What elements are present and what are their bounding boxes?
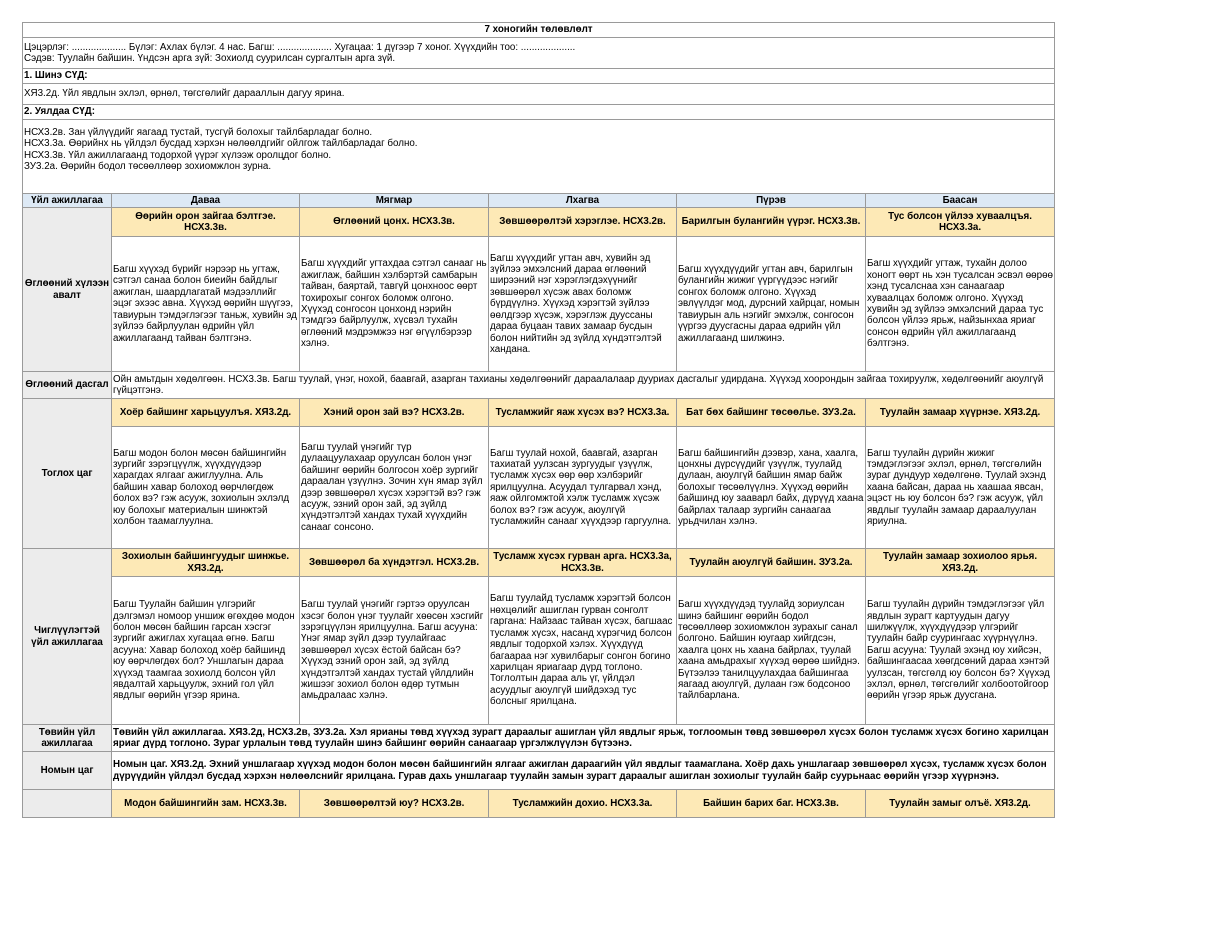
row-label-play-time: Тоглох цаг (23, 399, 112, 549)
activity-title: Өглөөний цонх. НСХ3.3в. (300, 208, 489, 237)
activity-description: Багш туулай нохой, баавгай, азарган тахиатай уулзсан зургуудыг үзүүлж, тусламж хүсэх өөр өөр хэлбэрийг ярилцуулна. Асуудал тулгарвал хэнд, яаж ойлгомжтой хэлж тусламж хүсэж болох вэ? гэж асууж, аюулгүй тусламжийн санааг хүүхдээр гаргуулна. (489, 427, 677, 549)
row-label-guided-activity: Чиглүүлэгтэй үйл ажиллагаа (23, 549, 112, 725)
activity-title: Бат бөх байшинг төсөөлье. ЗУ3.2а. (677, 399, 866, 427)
info-line-1: Цэцэрлэг: .................... Бүлэг: Ахлах бүлэг. 4 нас. Багш: .................... Хугацаа: 1 дүгээр 7 хоног. Хүүхдийн тоо: .................... (24, 41, 576, 53)
book-time-text: Номын цаг. ХЯ3.2д. Эхний уншлагаар хүүхэд модон болон мөсөн байшингийн ялгааг ажиглан дараагийн үйл явдлыг таамаглана. Хоёр дахь уншлагаар зөвшөөрөл хүсэх, тусламж хүсэх болон дүрүүдийн үйлдэл бусдад хэрхэн нөлөөлснийг ярилцана. Гурав дахь уншлагаар туулайн замын зурагт дараалыг ашиглан зохиолыг туулайн байр суурьнаас өөрийн үгээр хүүрнэнэ. (112, 752, 1055, 790)
row-label-empty (23, 790, 112, 818)
activity-description: Багш хүүхдийг угтахдаа сэтгэл санааг нь ажиглаж, байшин хэлбэртэй самбарын тайван, баяртай, тавгүй цонхноос өөрт тохирохыг сонгох боломж олгоно. Хүүхэд сонгосон цонхонд нэрийн тэмдгээ байрлуулж, хүсвэл тухайн өглөөний мэдрэмжээ нэг өгүүлбэрээр хэлнэ. (300, 237, 489, 372)
row-label-center-activity: Төвийн үйл ажиллагаа (23, 725, 112, 752)
activity-title: Туулайн замаар зохиолоо ярья. ХЯ3.2д. (866, 549, 1055, 577)
activity-title: Тус болсон үйлээ хуваалцъя. НСХ3.3а. (866, 208, 1055, 237)
plan-title: 7 хоногийн төлөвлөлт (23, 23, 1055, 38)
section-2-item: НСХ3.3а. Өөрийнх нь үйлдэл бусдад хэрхэн нөлөөлдгийг ойлгож тайлбарладаг болно. (24, 138, 418, 150)
activity-title: Байшин барих баг. НСХ3.3в. (677, 790, 866, 818)
activity-description: Багш хүүхдүүдэд туулайд зориулсан шинэ байшинг өөрийн бодол төсөөллөөр зохиомжлон зурахыг санал болгоно. Байшин юугаар хийгдсэн, хаалга цонх нь хаана байрлах, туулай хаана амьдрахыг хүүхэд өөрөө шийднэ. Бүтээлээ танилцуулахдаа байшингаа яагаад аюулгүй, дулаан гэж бодсоноо тайлбарлана. (677, 577, 866, 725)
section-2-list (23, 120, 1055, 194)
activity-title: Туулайн замыг олъё. ХЯ3.2д. (866, 790, 1055, 818)
row-label-morning-exercise: Өглөөний дасгал (23, 372, 112, 399)
column-header-row (23, 194, 1055, 208)
plan-info (23, 38, 1055, 69)
section-1-heading: 1. Шинэ СҮД: (23, 69, 1055, 84)
activity-title: Хоёр байшинг харьцуулъя. ХЯ3.2д. (112, 399, 300, 427)
weekly-plan-sheet (22, 22, 1054, 818)
activity-title: Тусламж хүсэх гурван арга. НСХ3.3а, НСХ3.3в. (489, 549, 677, 577)
activity-description: Багш туулайн дүрийн тэмдэглэгээг үйл явдлын зурагт картуудын дагуу шилжүүлж, хүүхдүүдээр үлгэрийг туулайн байр суурингаас хүүрнүүлнэ. Багш асууна: Туулай эхэнд юу хийсэн, байшингаасаа хөөгдсөний дараа хэнтэй уулзсан, төгсгөлд юу болсон бэ? Хүүхэд эхлэл, өрнөл, төгсгөлийг холбоотойгоор өөрийн үгээр ярьж дуусгана. (866, 577, 1055, 725)
activity-description: Багш модон болон мөсөн байшингийн зургийг зэрэгцүүлж, хүүхдүүдээр харагдах ялгааг ажиглуулна. Аль байшин хавар болоход өөрчлөгдөж болох вэ? гэж асууж, зохиолын эхлэлд юу болохыг материалын шинжтэй холбон таамаглуулна. (112, 427, 300, 549)
plan-table (22, 22, 1055, 818)
info-line-2: Сэдэв: Туулайн байшин. Үндсэн арга зүй: Зохиолд суурилсан сургалтын арга зүй. (24, 53, 396, 64)
activity-title: Барилгын булангийн үүрэг. НСХ3.3в. (677, 208, 866, 237)
header-monday: Даваа (112, 194, 300, 208)
row-label-morning-reception: Өглөөний хүлээн авалт (23, 208, 112, 372)
header-thursday: Пүрэв (677, 194, 866, 208)
activity-title: Зөвшөөрөл ба хүндэтгэл. НСХ3.2в. (300, 549, 489, 577)
section-2-item: ЗУ3.2а. Өөрийн бодол төсөөллөөр зохиомжлон зурна. (24, 161, 272, 173)
section-1-text: ХЯ3.2д. Үйл явдлын эхлэл, өрнөл, төгсгөлийг дарааллын дагуу ярина. (23, 84, 1055, 105)
activity-description: Багш хүүхдийг угтан авч, хувийн эд зүйлээ эмхэлсний дараа өглөөний ширээний нэг хэрэглэгдэхүүнийг зөвшөөрөл хүсэж авах боломж бүрдүүлнэ. Хүүхэд хэрэгтэй зүйлээ өөлдгээр хүсэж, хэрэглэж дууссаны дараа буцаан тавих замаар бусдын болон нийтийн эд зүйлд хүндэтгэлтэй хандана. (489, 237, 677, 372)
activity-title: Зохиолын байшингуудыг шинжье. ХЯ3.2д. (112, 549, 300, 577)
morning-exercise-text: Ойн амьтдын хөдөлгөөн. НСХ3.3в. Багш туулай, үнэг, нохой, баавгай, азарган тахианы хөдөлгөөнийг дараалалаар дууриах дасгалыг удирдана. Хүүхэд хоорондын зайгаа тохируулж, хөдөлгөөнийг аюулгүй гүйцэтгэнэ. (112, 372, 1055, 399)
activity-description: Багш Туулайн байшин үлгэрийг дэлгэмэл номоор уншиж өгөхдөө модон болон мөсөн байшин гарсан хэсгэг зургийг ажиглах хугацаа өгнө. Багш асууна: Хавар болоход хоёр байшинд юу өөрчлөгдөх бол? Уншлагын дараа хүүхэд таамгаа зохиолд болсон үйл явдалтай харьцуулж, эхний гол үйл явдлыг өөрийн үгээр ярина. (112, 577, 300, 725)
activity-title: Туулайн замаар хүүрнэе. ХЯ3.2д. (866, 399, 1055, 427)
activity-title: Туулайн аюулгүй байшин. ЗУ3.2а. (677, 549, 866, 577)
activity-title: Зөвшөөрөлтэй хэрэглэе. НСХ3.2в. (489, 208, 677, 237)
activity-description: Багш хүүхдүүдийг угтан авч, барилгын булангийн жижиг үүргүүдээс нэгийг сонгох боломж олгоно. Хүүхэд эвлүүлдэг мод, дурсний хайрцаг, номын тавиурын аль нэгийг эмхэлж, сонгосон үүргээ дуусгасны дараа өдрийн үйл ажиллагаанд шилжинэ. (677, 237, 866, 372)
activity-description: Багш хүүхэд бүрийг нэрээр нь угтаж, сэтгэл санаа болон биеийн байдлыг ажиглан, шаардлагатай мэдээллийг эцэг эхээс авна. Хүүхэд өөрийн шүүгээ, тавиурын тэмдэглэгээг таньж, хувийн эд зүйлээ байрлуулан өдрийн үйл ажиллагаанд тайван бэлтгэнэ. (112, 237, 300, 372)
section-2-item: НСХ3.2в. Зан үйлүүдийг яагаад тустай, тусгүй болохыг тайлбарладаг болно. (24, 127, 373, 138)
activity-description: Багш хүүхдийг угтаж, тухайн долоо хоногт өөрт нь хэн тусалсан эсвэл өөрөө хэнд тусалснаа хэн санаагаар хуваалцах боломж олгоно. Хүүхэд хувийн эд зүйлээ эмхэлсний дараа тус болсон үйлээ ярьж, найзынхаа яриаг сонсон өдрийн үйл ажиллагаанд бэлтгэнэ. (866, 237, 1055, 372)
header-friday: Баасан (866, 194, 1055, 208)
activity-description: Багш байшингийн дээвэр, хана, хаалга, цонхны дүрсүүдийг үзүүлж, туулайд дулаан, аюулгүй байшин ямар байж болохыг төсөөлүүлнэ. Хүүхэд өөрийн байшинд юу зааварл байх, дүрүүд хаана байрлах талаар зургийн санаагаа урьдчилан хэлнэ. (677, 427, 866, 549)
row-label-book-time: Номын цаг (23, 752, 112, 790)
activity-description: Багш туулай үнэгийг гэртээ оруулсан хэсэг болон үнэг туулайг хөөсөн хэсгийг зэрэгцүүлэн ярилцуулна. Багш асууна: Үнэг ямар зүйл дээр туулайгаас зөвшөөрөл хүсэх ёстой байсан бэ? Хүүхэд эзний орон зай, эд зүйлд хүндэтгэлтэй хандах тустай үйлдлийн жишээг зохиол болон өдөр тутмын амьдралаас хэлнэ. (300, 577, 489, 725)
activity-title: Өөрийн орон зайгаа бэлтгэе. НСХ3.3в. (112, 208, 300, 237)
center-activity-text: Төвийн үйл ажиллагаа. ХЯ3.2д, НСХ3.2в, ЗУ3.2а. Хэл ярианы төвд хүүхэд зурагт дараалыг ашиглан үйл явдлыг ярьж, тоглоомын төвд зөвшөөрөл хүсэх болон тусламж хүсэх богино харилцан яриаг дүрд тоглоно. Зураг урлалын төвд туулайн шинэ байшинг өөрийн санаагаар үргэлжлүүлэн бүтээнэ. (112, 725, 1055, 752)
activity-title: Хэний орон зай вэ? НСХ3.2в. (300, 399, 489, 427)
section-2-heading: 2. Уялдаа СҮД: (23, 105, 1055, 120)
activity-description: Багш туулай үнэгийг түр дулаацуулахаар оруулсан болон үнэг байшинг өөрийн болгосон хоёр зургийг дараалан үзүүлнэ. Зочин хүн ямар зүйл дээр зөвшөөрөл хүсэх хэрэгтэй вэ? гэж асууж, эзний орон зай, эд зүйлд хүндэтгэлтэй хандах тухай хүүхдийн санааг сонсоно. (300, 427, 489, 549)
section-2-item: НСХ3.3в. Үйл ажиллагаанд тодорхой үүрэг хүлээж оролцдог болно. (24, 149, 332, 161)
activity-title: Зөвшөөрөлтэй юу? НСХ3.2в. (300, 790, 489, 818)
activity-description: Багш туулайд тусламж хэрэгтэй болсон нөхцөлийг ашиглан гурван сонголт гаргана: Найзаас тайван хүсэх, багшаас тусламж хүсэх, насанд хүрэгчид болсон явдлыг тодорхой хэлэх. Хүүхдүүд багаараа нэг хувилбарыг сонгон богино харилцан яриагаар дүрд тоглоно. Тоглолтын дараа аль үг, үйлдэл асуудлыг аюулгүй шийдэхэд тус болсныг ярилцана. (489, 577, 677, 725)
header-activity: Үйл ажиллагаа (23, 194, 112, 208)
activity-title: Тусламжийн дохио. НСХ3.3а. (489, 790, 677, 818)
header-wednesday: Лхагва (489, 194, 677, 208)
activity-title: Модон байшингийн зам. НСХ3.3в. (112, 790, 300, 818)
activity-title: Тусламжийг яаж хүсэх вэ? НСХ3.3а. (489, 399, 677, 427)
activity-description: Багш туулайн дүрийн жижиг тэмдэглэгээг эхлэл, өрнөл, төгсгөлийн зураг дундуур хөдөлгөнө. Туулай эхэнд хаана байсан, дараа нь хаашаа явсан, эцэст нь юу болсон бэ? гэж асууж, үйл явдлыг туулайн замаар дараалуулан яриулна. (866, 427, 1055, 549)
header-tuesday: Мягмар (300, 194, 489, 208)
